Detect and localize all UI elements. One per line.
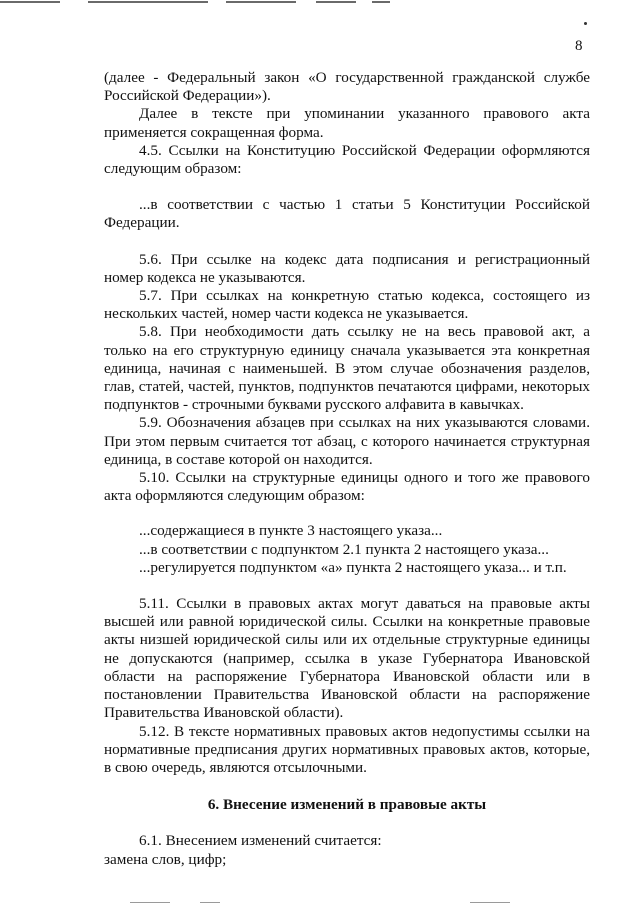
paragraph: 5.10. Ссылки на структурные единицы одного и того же правового акта оформляются следующим образом: [104,469,590,505]
quote-paragraph: ...в соответствии с частью 1 статьи 5 Конституции Российской Федерации. [104,196,590,232]
paragraph: Далее в тексте при упоминании указанного правового акта применяется сокращенная форма. [104,105,590,141]
paragraph: 5.9. Обозначения абзацев при ссылках на них указываются словами. При этом первым считается тот абзац, с которого начинается структурная единица, в составе которой он находится. [104,414,590,468]
example-line: ...в соответствии с подпунктом 2.1 пункта 2 настоящего указа... [139,540,549,558]
paragraph: (далее - Федеральный закон «О государственной гражданской службе Российской Федерации»). [104,69,590,105]
example-line: ...содержащиеся в пункте 3 настоящего указа... [139,522,443,540]
document-body [104,69,590,869]
scan-edge-top [0,0,640,6]
scan-speck [584,22,587,25]
paragraph: замена слов, цифр; [104,850,227,868]
paragraph: 5.11. Ссылки в правовых актах могут даваться на правовые акты высшей или равной юридической силы. Ссылки на конкретные правовые акты низшей юридической силы или их отдельные структурные единицы не допускаются (например, ссылка в указе Губернатора Ивановской области на распоряжение Губернатора Ивановской области или в постановлении Правительства Ивановской области на распоряжение Правительства Ивановской области). [104,595,590,722]
example-line: ...регулируется подпунктом «а» пункта 2 настоящего указа... и т.п. [139,558,567,576]
paragraph: 5.6. При ссылке на кодекс дата подписания и регистрационный номер кодекса не указываются. [104,250,590,286]
paragraph: 4.5. Ссылки на Конституцию Российской Федерации оформляются следующим образом: [104,141,590,178]
section-heading: 6. Внесение изменений в правовые акты [207,796,487,814]
paragraph: 6.1. Внесением изменений считается: [139,832,382,850]
page-number: 8 [575,38,583,54]
scan-edge-bottom [0,899,640,905]
paragraph: 5.8. При необходимости дать ссылку не на весь правовой акт, а только на его структурную единицу сначала указывается эта конкретная единица, начиная с наименьшей. В этом случае обозначения разделов, глав, статей, частей, пунктов, подпунктов печатаются цифрами, некоторых подпунктов - строчными буквами русского алфавита в кавычках. [104,323,590,414]
paragraph: 5.7. При ссылках на конкретную статью кодекса, состоящего из нескольких частей, номер части кодекса не указывается. [104,287,590,323]
paragraph: 5.12. В тексте нормативных правовых актов недопустимы ссылки на нормативные предписания других нормативных правовых актов, которые, в свою очередь, являются отсылочными. [104,722,590,776]
